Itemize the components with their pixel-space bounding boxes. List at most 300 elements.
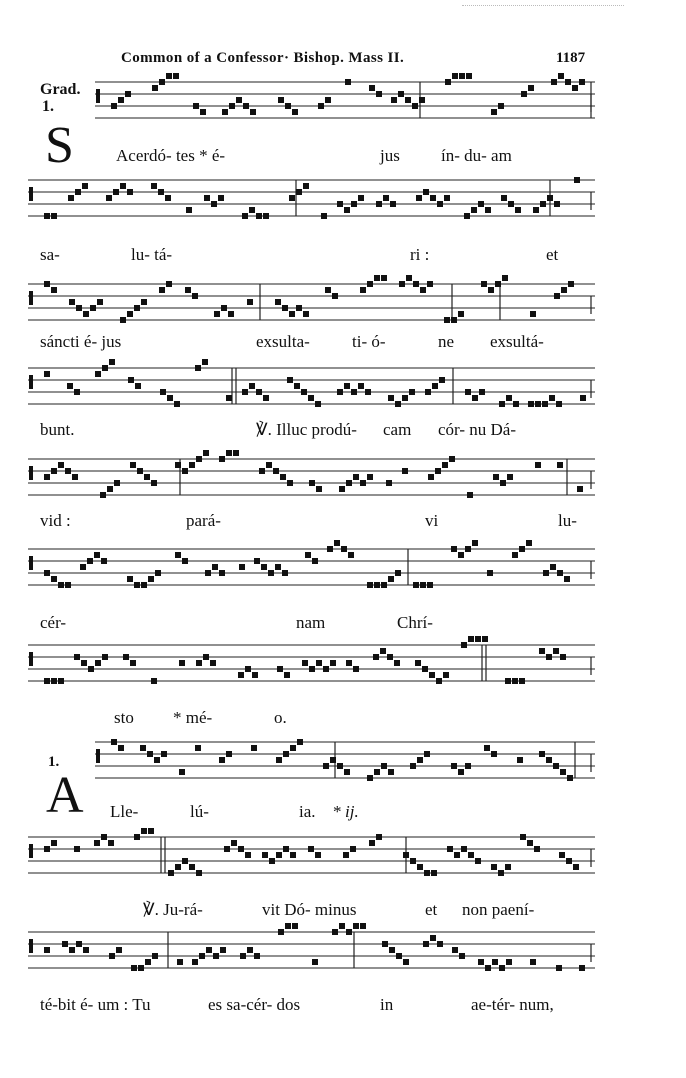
neume-note bbox=[312, 558, 318, 564]
running-header bbox=[0, 50, 686, 72]
neume-note bbox=[495, 281, 501, 287]
neume-note bbox=[376, 834, 382, 840]
neume-note bbox=[130, 462, 136, 468]
neume-note bbox=[321, 213, 327, 219]
neume-note bbox=[554, 201, 560, 207]
neume-note bbox=[292, 923, 298, 929]
neume-note bbox=[521, 91, 527, 97]
neume-note bbox=[141, 299, 147, 305]
neume-note bbox=[557, 462, 563, 468]
neume-note bbox=[280, 474, 286, 480]
neume-note bbox=[148, 828, 154, 834]
neume-note bbox=[101, 558, 107, 564]
lyric-g3-b: exsulta- bbox=[256, 332, 310, 351]
neume-note bbox=[72, 474, 78, 480]
neume-note bbox=[166, 281, 172, 287]
neume-note bbox=[231, 840, 237, 846]
neume-note bbox=[360, 923, 366, 929]
neume-note bbox=[44, 371, 50, 377]
neume-note bbox=[269, 858, 275, 864]
neume-note bbox=[179, 660, 185, 666]
neume-note bbox=[339, 486, 345, 492]
neume-note bbox=[134, 834, 140, 840]
neume-note bbox=[252, 672, 258, 678]
neume-note bbox=[51, 213, 57, 219]
neume-note bbox=[520, 834, 526, 840]
neume-note bbox=[430, 195, 436, 201]
neume-note bbox=[479, 389, 485, 395]
page-number: 1187 bbox=[556, 50, 586, 66]
neume-note bbox=[94, 840, 100, 846]
neume-note bbox=[285, 103, 291, 109]
neume-note bbox=[316, 660, 322, 666]
neume-note bbox=[144, 474, 150, 480]
neume-note bbox=[466, 73, 472, 79]
neume-note bbox=[74, 654, 80, 660]
staff-3 bbox=[28, 282, 595, 338]
neume-note bbox=[507, 474, 513, 480]
neume-note bbox=[519, 678, 525, 684]
neume-note bbox=[464, 213, 470, 219]
neume-note bbox=[332, 293, 338, 299]
lyric-g6-a: cér- bbox=[40, 613, 67, 632]
lyric-g6-c: Chrí- bbox=[397, 613, 433, 632]
neume-note bbox=[475, 636, 481, 642]
neume-note bbox=[283, 751, 289, 757]
neume-note bbox=[491, 864, 497, 870]
lyric-g5-a: vid : bbox=[40, 511, 71, 530]
neume-note bbox=[135, 383, 141, 389]
neume-note bbox=[459, 73, 465, 79]
neume-note bbox=[200, 109, 206, 115]
neume-note bbox=[546, 654, 552, 660]
neume-note bbox=[551, 79, 557, 85]
neume-note bbox=[467, 492, 473, 498]
neume-note bbox=[485, 965, 491, 971]
neume-note bbox=[256, 213, 262, 219]
neume-note bbox=[44, 846, 50, 852]
neume-note bbox=[505, 678, 511, 684]
neume-note bbox=[501, 195, 507, 201]
neume-note bbox=[350, 846, 356, 852]
lyric-g5-b: pará- bbox=[186, 511, 221, 530]
neume-note bbox=[526, 540, 532, 546]
neume-note bbox=[123, 654, 129, 660]
neume-note bbox=[196, 660, 202, 666]
neume-note bbox=[517, 757, 523, 763]
neume-note bbox=[263, 395, 269, 401]
neume-note bbox=[445, 79, 451, 85]
neume-note bbox=[451, 763, 457, 769]
neume-note bbox=[451, 546, 457, 552]
neume-note bbox=[323, 763, 329, 769]
neume-note bbox=[238, 672, 244, 678]
neume-note bbox=[498, 870, 504, 876]
neume-note bbox=[152, 953, 158, 959]
neume-note bbox=[449, 456, 455, 462]
neume-note bbox=[528, 401, 534, 407]
neume-note bbox=[416, 195, 422, 201]
neume-note bbox=[69, 299, 75, 305]
neume-note bbox=[109, 953, 115, 959]
neume-note bbox=[444, 195, 450, 201]
neume-note bbox=[478, 201, 484, 207]
neume-note bbox=[459, 953, 465, 959]
neume-note bbox=[451, 317, 457, 323]
neume-note bbox=[102, 654, 108, 660]
neume-note bbox=[367, 582, 373, 588]
neume-note bbox=[308, 846, 314, 852]
neume-note bbox=[229, 103, 235, 109]
neume-note bbox=[325, 97, 331, 103]
neume-note bbox=[95, 371, 101, 377]
neume-note bbox=[94, 552, 100, 558]
neume-note bbox=[224, 846, 230, 852]
neume-note bbox=[533, 207, 539, 213]
neume-note bbox=[316, 486, 322, 492]
neume-note bbox=[410, 858, 416, 864]
neume-note bbox=[312, 959, 318, 965]
neume-note bbox=[472, 540, 478, 546]
neume-note bbox=[309, 666, 315, 672]
neume-note bbox=[131, 965, 137, 971]
neume-note bbox=[88, 666, 94, 672]
neume-note bbox=[579, 965, 585, 971]
neume-note bbox=[374, 275, 380, 281]
neume-note bbox=[561, 287, 567, 293]
staff-7 bbox=[28, 643, 595, 699]
neume-note bbox=[471, 207, 477, 213]
neume-note bbox=[546, 757, 552, 763]
neume-note bbox=[211, 201, 217, 207]
neume-note bbox=[323, 666, 329, 672]
neume-note bbox=[542, 401, 548, 407]
neume-note bbox=[116, 947, 122, 953]
neume-note bbox=[145, 959, 151, 965]
neume-note bbox=[387, 654, 393, 660]
neume-note bbox=[125, 91, 131, 97]
neume-note bbox=[240, 953, 246, 959]
neume-note bbox=[360, 480, 366, 486]
neume-note bbox=[118, 745, 124, 751]
neume-note bbox=[574, 177, 580, 183]
neume-note bbox=[102, 365, 108, 371]
lyric-g2-d: et bbox=[546, 245, 559, 264]
neume-note bbox=[111, 739, 117, 745]
neume-note bbox=[367, 281, 373, 287]
neume-note bbox=[395, 570, 401, 576]
neume-note bbox=[444, 317, 450, 323]
neume-note bbox=[203, 450, 209, 456]
neume-note bbox=[465, 389, 471, 395]
neume-note bbox=[564, 576, 570, 582]
neume-note bbox=[337, 201, 343, 207]
neume-note bbox=[58, 462, 64, 468]
neume-note bbox=[83, 311, 89, 317]
neume-note bbox=[182, 468, 188, 474]
neume-note bbox=[256, 389, 262, 395]
lyric-g7-c: o. bbox=[274, 708, 287, 727]
neume-note bbox=[535, 462, 541, 468]
neume-note bbox=[505, 864, 511, 870]
neume-note bbox=[410, 763, 416, 769]
neume-note bbox=[185, 287, 191, 293]
neume-note bbox=[218, 195, 224, 201]
neume-note bbox=[415, 660, 421, 666]
neume-note bbox=[344, 383, 350, 389]
neume-note bbox=[210, 660, 216, 666]
neume-note bbox=[381, 763, 387, 769]
neume-note bbox=[175, 552, 181, 558]
neume-note bbox=[186, 207, 192, 213]
neume-note bbox=[297, 739, 303, 745]
neume-note bbox=[472, 395, 478, 401]
neume-note bbox=[151, 678, 157, 684]
neume-note bbox=[405, 97, 411, 103]
neume-note bbox=[254, 953, 260, 959]
neume-note bbox=[380, 648, 386, 654]
neume-note bbox=[130, 660, 136, 666]
neume-note bbox=[68, 195, 74, 201]
lyric-g4-b: ℣. Illuc prodú- bbox=[256, 420, 357, 439]
neume-note bbox=[87, 558, 93, 564]
staff-8 bbox=[95, 740, 595, 796]
neume-note bbox=[500, 480, 506, 486]
staff-9 bbox=[28, 835, 595, 891]
neume-note bbox=[205, 570, 211, 576]
neume-note bbox=[161, 751, 167, 757]
neume-note bbox=[118, 97, 124, 103]
neume-note bbox=[417, 864, 423, 870]
neume-note bbox=[106, 195, 112, 201]
neume-note bbox=[403, 959, 409, 965]
neume-note bbox=[403, 852, 409, 858]
neume-note bbox=[398, 91, 404, 97]
neume-note bbox=[458, 311, 464, 317]
neume-note bbox=[62, 941, 68, 947]
neume-note bbox=[381, 582, 387, 588]
staff-6 bbox=[28, 547, 595, 603]
neume-note bbox=[540, 201, 546, 207]
neume-note bbox=[427, 281, 433, 287]
neume-note bbox=[179, 769, 185, 775]
neume-note bbox=[351, 201, 357, 207]
neume-note bbox=[409, 389, 415, 395]
neume-note bbox=[175, 462, 181, 468]
neume-note bbox=[344, 769, 350, 775]
neume-note bbox=[425, 389, 431, 395]
neume-note bbox=[287, 480, 293, 486]
neume-note bbox=[249, 207, 255, 213]
neume-note bbox=[420, 582, 426, 588]
neume-note bbox=[332, 929, 338, 935]
neume-note bbox=[343, 852, 349, 858]
neume-note bbox=[399, 281, 405, 287]
neume-note bbox=[158, 189, 164, 195]
neume-note bbox=[447, 846, 453, 852]
neume-note bbox=[111, 103, 117, 109]
neume-note bbox=[491, 109, 497, 115]
neume-note bbox=[81, 660, 87, 666]
neume-note bbox=[233, 450, 239, 456]
neume-note bbox=[137, 468, 143, 474]
neume-note bbox=[273, 468, 279, 474]
neume-note bbox=[527, 840, 533, 846]
neume-note bbox=[58, 678, 64, 684]
neume-note bbox=[262, 852, 268, 858]
neume-note bbox=[420, 287, 426, 293]
neume-note bbox=[127, 311, 133, 317]
neume-note bbox=[419, 97, 425, 103]
neume-note bbox=[113, 189, 119, 195]
neume-note bbox=[345, 79, 351, 85]
neume-note bbox=[202, 359, 208, 365]
neume-note bbox=[423, 941, 429, 947]
neume-note bbox=[388, 395, 394, 401]
neume-note bbox=[276, 757, 282, 763]
neume-note bbox=[101, 834, 107, 840]
neume-note bbox=[315, 401, 321, 407]
neume-note bbox=[189, 462, 195, 468]
lyric-a3-a: té-bit é- um : Tu bbox=[40, 995, 151, 1014]
neume-note bbox=[155, 570, 161, 576]
neume-note bbox=[346, 929, 352, 935]
lyric-a2-b: vit Dó- minus bbox=[262, 900, 357, 919]
gradual-mode: 1. bbox=[42, 98, 54, 115]
neume-note bbox=[263, 213, 269, 219]
neume-note bbox=[396, 953, 402, 959]
neume-note bbox=[491, 751, 497, 757]
lyric-a2-c: et bbox=[425, 900, 438, 919]
neume-note bbox=[412, 103, 418, 109]
neume-note bbox=[44, 570, 50, 576]
clef-mark bbox=[96, 89, 100, 103]
neume-note bbox=[294, 383, 300, 389]
neume-note bbox=[192, 293, 198, 299]
neume-note bbox=[512, 552, 518, 558]
lyric-g4-c: cam bbox=[383, 420, 412, 439]
clef-mark bbox=[29, 652, 33, 666]
neume-note bbox=[318, 103, 324, 109]
neume-note bbox=[452, 947, 458, 953]
neume-note bbox=[259, 468, 265, 474]
neume-note bbox=[423, 189, 429, 195]
neume-note bbox=[275, 564, 281, 570]
neume-note bbox=[302, 660, 308, 666]
neume-note bbox=[226, 450, 232, 456]
neume-note bbox=[44, 213, 50, 219]
running-title: Common of a Confessor· Bishop. Mass II. bbox=[121, 50, 405, 66]
neume-note bbox=[572, 85, 578, 91]
staff-4 bbox=[28, 366, 595, 422]
neume-note bbox=[395, 401, 401, 407]
clef-mark bbox=[29, 187, 33, 201]
neume-note bbox=[193, 103, 199, 109]
clef-mark bbox=[29, 844, 33, 858]
neume-note bbox=[282, 570, 288, 576]
neume-note bbox=[243, 103, 249, 109]
neume-note bbox=[442, 462, 448, 468]
lyric-g3-d: ne bbox=[438, 332, 455, 351]
neume-note bbox=[579, 79, 585, 85]
neume-note bbox=[390, 201, 396, 207]
neume-note bbox=[283, 846, 289, 852]
neume-note bbox=[437, 941, 443, 947]
neume-note bbox=[568, 281, 574, 287]
neume-note bbox=[69, 947, 75, 953]
neume-note bbox=[289, 195, 295, 201]
neume-note bbox=[383, 195, 389, 201]
neume-note bbox=[282, 305, 288, 311]
neume-note bbox=[90, 305, 96, 311]
lyric-a1-c: ia. bbox=[299, 802, 316, 821]
neume-note bbox=[51, 576, 57, 582]
neume-note bbox=[424, 870, 430, 876]
neume-note bbox=[266, 462, 272, 468]
neume-note bbox=[330, 757, 336, 763]
alleluia-initial-letter: A bbox=[46, 767, 84, 824]
neume-note bbox=[168, 870, 174, 876]
neume-note bbox=[428, 474, 434, 480]
lyric-g7-a: sto bbox=[114, 708, 134, 727]
neume-note bbox=[277, 666, 283, 672]
neume-note bbox=[199, 953, 205, 959]
neume-note bbox=[173, 73, 179, 79]
neume-note bbox=[212, 564, 218, 570]
neume-note bbox=[82, 183, 88, 189]
neume-note bbox=[238, 846, 244, 852]
neume-note bbox=[556, 401, 562, 407]
neume-note bbox=[388, 576, 394, 582]
neume-note bbox=[436, 678, 442, 684]
neume-note bbox=[219, 570, 225, 576]
lyric-a2-a: ℣. Ju-rá- bbox=[143, 900, 203, 919]
neume-note bbox=[284, 672, 290, 678]
neume-note bbox=[80, 564, 86, 570]
neume-note bbox=[580, 395, 586, 401]
neume-note bbox=[151, 480, 157, 486]
neume-note bbox=[228, 311, 234, 317]
neume-note bbox=[182, 558, 188, 564]
neume-note bbox=[127, 189, 133, 195]
neume-note bbox=[195, 745, 201, 751]
neume-note bbox=[154, 757, 160, 763]
neume-note bbox=[534, 846, 540, 852]
neume-note bbox=[206, 947, 212, 953]
neume-note bbox=[550, 564, 556, 570]
neume-note bbox=[242, 389, 248, 395]
neume-note bbox=[325, 287, 331, 293]
neume-note bbox=[391, 97, 397, 103]
staff-1 bbox=[95, 80, 595, 136]
lyric-g2-a: sa- bbox=[40, 245, 60, 264]
neume-note bbox=[195, 365, 201, 371]
lyric-a1-e: ij. bbox=[345, 802, 359, 821]
neume-note bbox=[219, 757, 225, 763]
neume-note bbox=[560, 769, 566, 775]
neume-note bbox=[51, 678, 57, 684]
neume-note bbox=[83, 947, 89, 953]
neume-note bbox=[553, 648, 559, 654]
neume-note bbox=[100, 492, 106, 498]
neume-note bbox=[76, 305, 82, 311]
neume-note bbox=[346, 660, 352, 666]
gradual-label bbox=[40, 81, 80, 115]
neume-note bbox=[351, 389, 357, 395]
neume-note bbox=[250, 109, 256, 115]
neume-note bbox=[175, 864, 181, 870]
clef-mark bbox=[29, 375, 33, 389]
